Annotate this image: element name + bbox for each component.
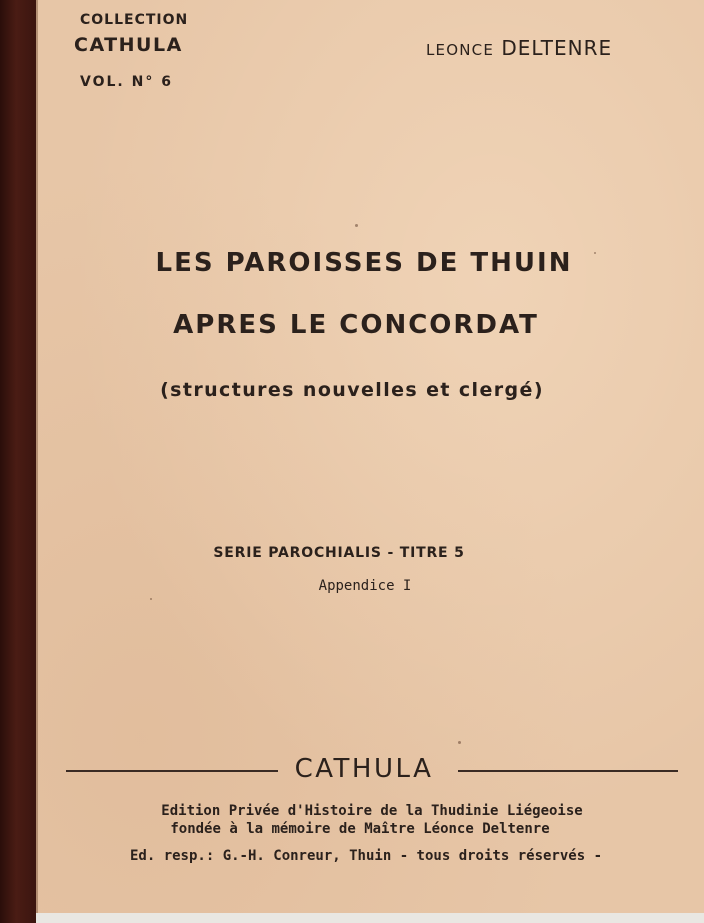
appendix-row [0, 578, 704, 594]
collection-label: COLLECTION [80, 12, 189, 28]
author-last-name: DELTENRE [501, 36, 613, 60]
responsible-line: Ed. resp.: G.-H. Conreur, Thuin - tous droits réservés - [129, 848, 602, 864]
spine-edge-shadow [36, 0, 38, 923]
paper-speck [150, 598, 152, 600]
book-spine [0, 0, 36, 923]
publisher-row [0, 754, 704, 784]
paper-speck [458, 741, 461, 744]
appendix-label: Appendice I [318, 578, 412, 594]
subtitle: (structures nouvelles et clergé) [160, 379, 544, 401]
edition-line: Edition Privée d'Histoire de la Thudinie Liégeoise [161, 803, 583, 819]
author-name [426, 36, 612, 60]
memorial-line: fondée à la mémoire de Maître Léonce Deltenre [170, 821, 550, 837]
edition-row [0, 803, 704, 819]
collection-name: CATHULA [74, 34, 183, 56]
title-line-1: LES PAROISSES DE THUIN [155, 248, 573, 278]
collection-volume: VOL. N° 6 [80, 74, 173, 90]
memorial-row [0, 821, 704, 837]
series-name: SERIE PAROCHIALIS - TITRE 5 [213, 545, 465, 561]
paper-speck [355, 224, 358, 227]
title-line-2: APRES LE CONCORDAT [173, 310, 539, 340]
series-name-row [0, 545, 704, 561]
paper-speck [594, 252, 596, 254]
author-first-name: LEONCE [426, 41, 495, 59]
responsible-row [0, 848, 704, 864]
publisher-name: CATHULA [294, 754, 434, 784]
background-strip [36, 913, 704, 923]
